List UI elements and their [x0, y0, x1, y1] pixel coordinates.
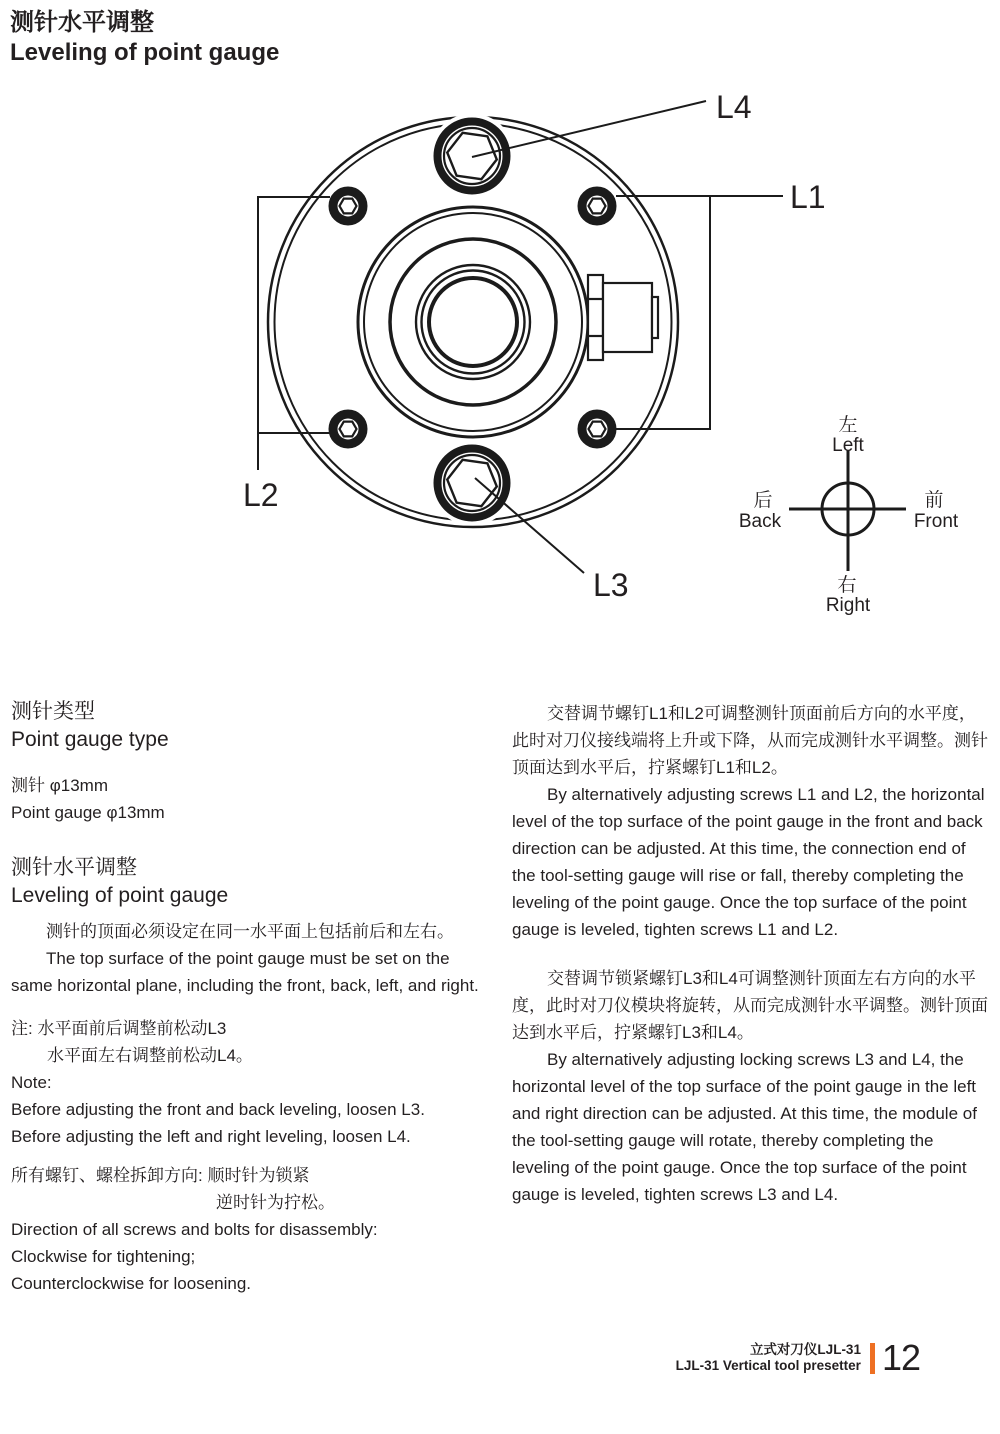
- label-l2: L2: [243, 477, 279, 513]
- compass-back-cn: 后: [753, 490, 773, 511]
- para-l3l4-cn: 交替调节锁紧螺钉L3和L4可调整测针顶面左右方向的水平度，此时对刀仪模块将旋转，从而完成测针水平调整。测针顶面达到水平后，拧紧螺钉L3和L4。: [512, 969, 988, 1042]
- para-l1l2-en: By alternatively adjusting screws L1 and L2, the horizontal level of the top surface of the point gauge in the front and back direction can be adjusted. At this time, the connection end of the tool-setting gauge will rise or fall, thereby completing the leveling of the point gauge. Once the top surface of the point gauge is leveled, tighten screws L1 and L2.: [512, 785, 985, 939]
- screw-l1-top: [576, 185, 618, 227]
- leveling-para-en: The top surface of the point gauge must be set on the same horizontal plane, including the front, back, left, and right.: [11, 949, 479, 995]
- page-title-cn: 测针水平调整: [10, 9, 154, 36]
- leveling-heading-en: Leveling of point gauge: [11, 884, 229, 907]
- direction-line-cn-2: 逆时针为拧松。: [216, 1193, 335, 1212]
- leveling-para-cn: 测针的顶面必须设定在同一水平面上包括前后和左右。: [46, 922, 454, 941]
- screw-l2-bottom: [327, 408, 369, 450]
- label-l3: L3: [593, 567, 629, 603]
- direction-line-en-3: Counterclockwise for loosening.: [11, 1274, 252, 1293]
- compass-front-cn: 前: [924, 490, 944, 511]
- left-column: [11, 698, 481, 1297]
- direction-line-cn-1: 所有螺钉、螺栓拆卸方向: 顺时针为锁紧: [11, 1166, 310, 1185]
- screw-l2-top: [327, 185, 369, 227]
- compass-front-en: Front: [913, 511, 959, 532]
- compass-right-cn: 右: [837, 575, 857, 596]
- right-column: [512, 700, 990, 1208]
- leveling-heading-cn: 测针水平调整: [11, 856, 137, 879]
- direction-block: [11, 1162, 481, 1297]
- compass-left-cn: 左: [838, 415, 858, 436]
- note-block: [11, 1015, 481, 1150]
- compass-left-en: Left: [832, 435, 864, 456]
- connector-module: [588, 275, 658, 360]
- flange-diagram: [0, 0, 1000, 660]
- note-label-en: Note:: [11, 1073, 52, 1092]
- product-name: [676, 1342, 861, 1374]
- compass-back-en: Back: [738, 511, 782, 532]
- type-value-cn: 测针 φ13mm: [11, 776, 108, 795]
- note-line-en-2: Before adjusting the left and right leveling, loosen L4.: [11, 1127, 411, 1146]
- compass-right-en: Right: [825, 595, 871, 616]
- page-footer: [676, 1337, 920, 1379]
- note-line-cn-1: 注: 水平面前后调整前松动L3: [11, 1019, 227, 1038]
- type-heading-en: Point gauge type: [11, 728, 169, 751]
- page-number: 12: [881, 1337, 920, 1378]
- orientation-compass: [739, 414, 959, 616]
- para-l3l4-en: By alternatively adjusting locking screws L3 and L4, the horizontal level of the top surface of the point gauge in the left and right direction can be adjusted. At this time, the module of the tool-setting gauge will rotate, thereby completing the leveling of the point gauge. Once the top surface of the point gauge is leveled, tighten screws L3 and L4.: [512, 1050, 977, 1204]
- direction-line-en-2: Clockwise for tightening;: [11, 1247, 196, 1266]
- label-l1: L1: [790, 179, 826, 215]
- page-title-en: Leveling of point gauge: [10, 39, 280, 66]
- accent-bar: [870, 1343, 875, 1374]
- product-name-en: LJL-31 Vertical tool presetter: [675, 1358, 861, 1373]
- product-name-cn: 立式对刀仪LJL-31: [749, 1342, 861, 1357]
- screw-l1-bottom: [576, 408, 618, 450]
- direction-line-en-1: Direction of all screws and bolts for disassembly:: [11, 1220, 378, 1239]
- label-l4: L4: [716, 89, 752, 125]
- note-line-en-1: Before adjusting the front and back leveling, loosen L3.: [11, 1100, 425, 1119]
- para-l1l2-cn: 交替调节螺钉L1和L2可调整测针顶面前后方向的水平度，此时对刀仪接线端将上升或下降，从而完成测针水平调整。测针顶面达到水平后，拧紧螺钉L1和L2。: [512, 704, 988, 777]
- type-heading-cn: 测针类型: [11, 700, 95, 723]
- screw-l3: [430, 441, 515, 526]
- type-value-en: Point gauge φ13mm: [11, 803, 165, 822]
- note-line-cn-2: 水平面左右调整前松动L4。: [47, 1046, 253, 1065]
